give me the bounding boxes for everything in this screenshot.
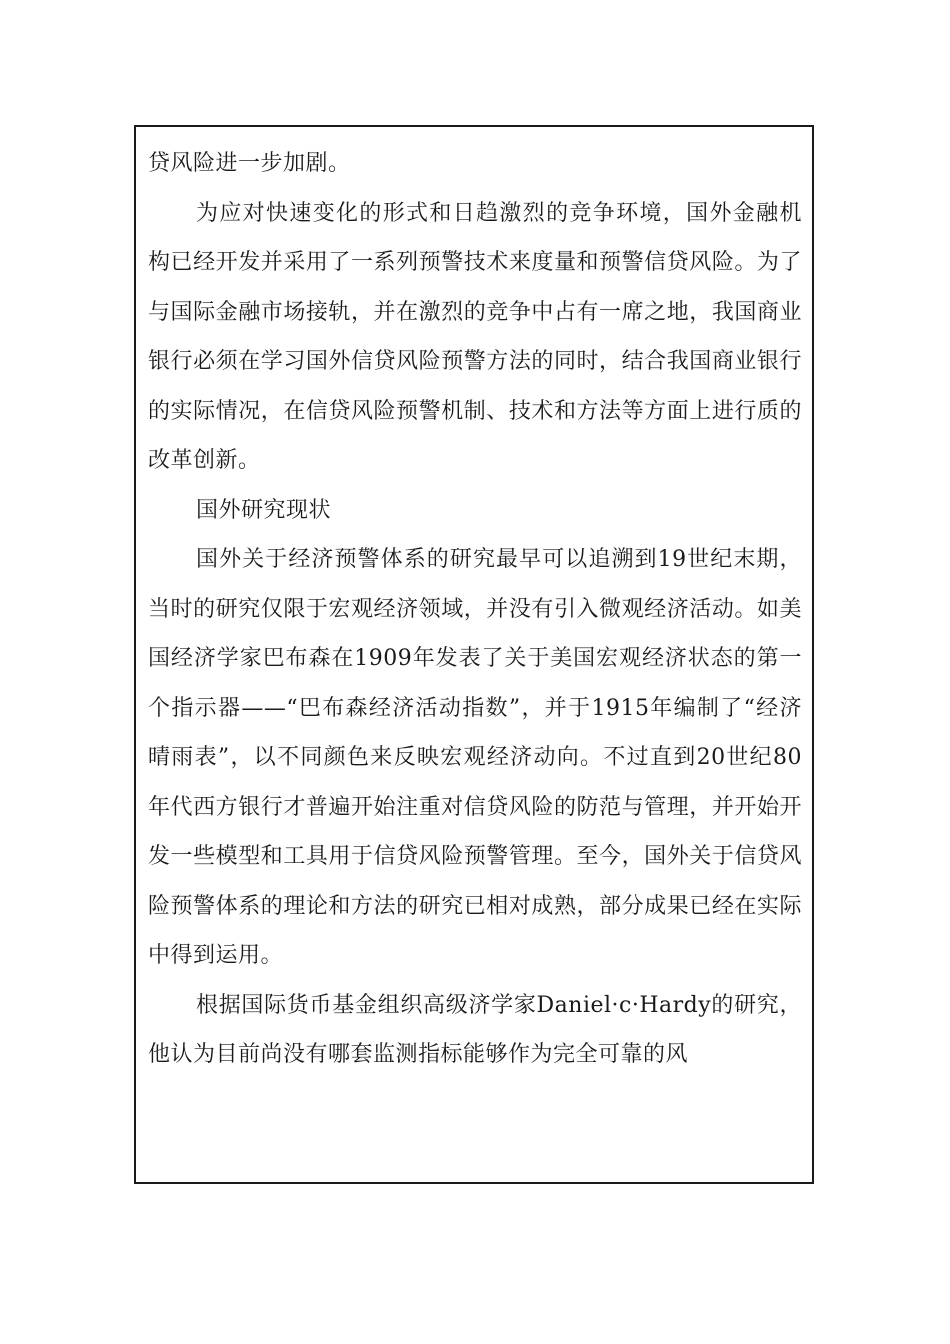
paragraph-foreign-research: 国外关于经济预警体系的研究最早可以追溯到19世纪末期，当时的研究仅限于宏观经济领域，并没有引入微观经济活动。如美国经济学家巴布森在1909年发表了关于美国宏观经济状态的第一个指示器——“巴布森经济活动指数”，并于1915年编制了“经济晴雨表”，以不同颜色来反映宏观经济动向。不过直到20世纪80年代西方银行才普遍开始注重对信贷风险的防范与管理，并开始开发一些模型和工具用于信贷风险预警管理。至今，国外关于信贷风险预警体系的理论和方法的研究已相对成熟，部分成果已经在实际中得到运用。 (148, 547, 802, 968)
paragraph-continuation: 贷风险进一步加剧。 (148, 151, 351, 176)
paragraph-countermeasures: 为应对快速变化的形式和日趋激烈的竞争环境，国外金融机构已经开发并采用了一系列预警技术来度量和预警信贷风险。为了与国际金融市场接轨，并在激烈的竞争中占有一席之地，我国商业银行必须在学习国外信贷风险预警方法的同时，结合我国商业银行的实际情况，在信贷风险预警机制、技术和方法等方面上进行质的改革创新。 (148, 200, 802, 473)
section-heading: 国外研究现状 (196, 497, 332, 523)
document-frame (134, 125, 814, 1184)
paragraph-hardy-research: 根据国际货币基金组织高级济学家Daniel·c·Hardy的研究，他认为目前尚没有哪套监测指标能够作为完全可靠的风 (148, 992, 802, 1067)
